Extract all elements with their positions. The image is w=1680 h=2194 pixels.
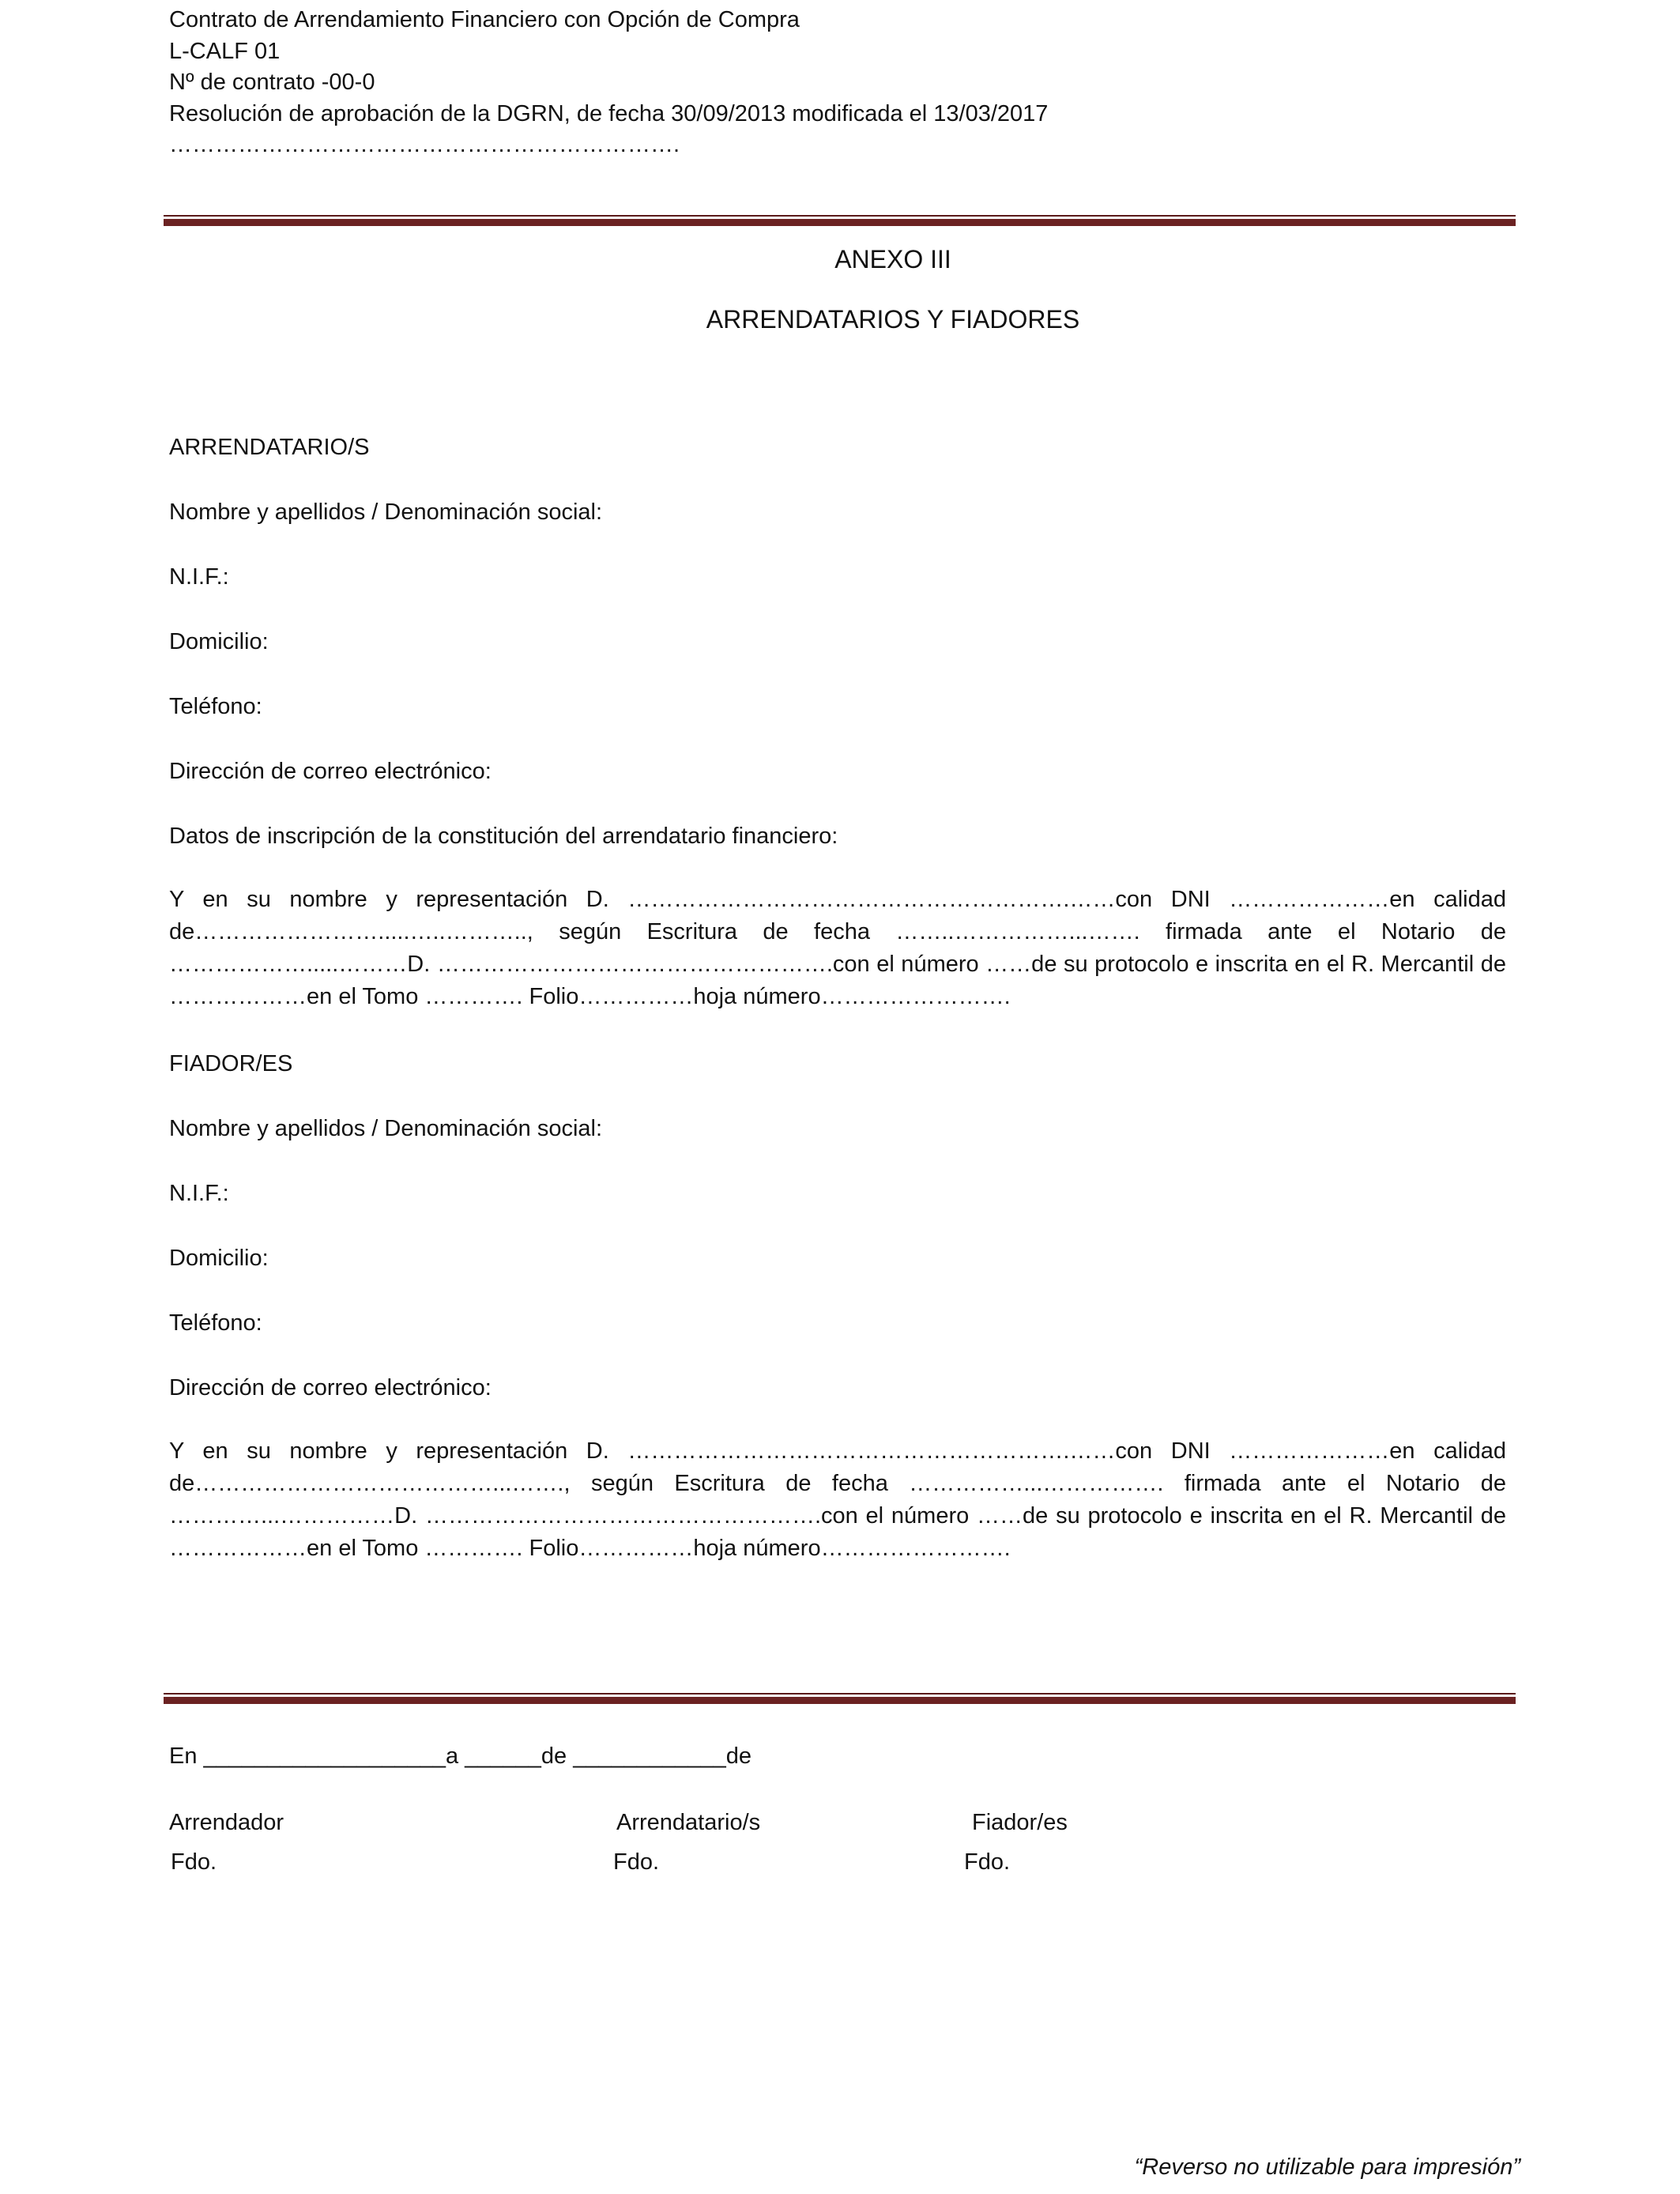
arrendatario-signature-label: Arrendatario/s [616,1810,761,1835]
annex-subtitle: ARRENDATARIOS Y FIADORES [706,305,1080,334]
fiadores-heading: FIADOR/ES [169,1051,293,1076]
document-header [169,5,1512,161]
header-resolution: Resolución de aprobación de la DGRN, de fecha 30/09/2013 modificada el 13/03/2017 [169,100,1049,126]
place-date-line: En ___________________a ______de ____________de [169,1744,752,1769]
fiador-name-label: Nombre y apellidos / Denominación social: [169,1116,603,1141]
arrendatario-representation-paragraph: Y en su nombre y representación D. ………………………………………………….……con DNI …………………en calidad de…………………….....…..……….., según Escritura de fecha ……..……………...……. firmada ante el Notario de ……………….....………D. …………………………………………….con el número ……de su protocolo e inscrita en el R. Mercantil de ………………en el Tomo …………. Folio……………hoja número……………………. [169,887,1506,1009]
fiador-email-label: Dirección de correo electrónico: [169,1375,492,1400]
arrendador-signature-fdo: Fdo. [171,1849,217,1875]
header-contract-code: L-CALF 01 [169,38,281,64]
arrendatarios-heading: ARRENDATARIO/S [169,435,370,460]
annex-title: ANEXO III [834,245,951,273]
arrendatario-address-label: Domicilio: [169,629,269,654]
fiador-signature-fdo: Fdo. [964,1849,1011,1875]
header-dotted-line: …………………………………………………………. [169,132,680,157]
arrendatario-signature-fdo: Fdo. [613,1849,660,1875]
arrendador-label: Arrendador [169,1810,284,1835]
arrendatario-nif-label: N.I.F.: [169,564,229,590]
header-contract-title: Contrato de Arrendamiento Financiero con Opción de Compra [169,7,800,32]
fiador-phone-label: Teléfono: [169,1310,262,1336]
footer-reverse-note: “Reverso no utilizable para impresión” [1134,2154,1520,2180]
fiador-address-label: Domicilio: [169,1246,269,1271]
fiador-nif-label: N.I.F.: [169,1181,229,1206]
fiador-signature-label: Fiador/es [972,1810,1068,1835]
arrendatario-registration-label: Datos de inscripción de la constitución del arrendatario financiero: [169,824,838,849]
top-divider-rule [164,215,1516,226]
arrendatario-email-label: Dirección de correo electrónico: [169,759,492,784]
arrendatario-name-label: Nombre y apellidos / Denominación social: [169,499,603,525]
header-contract-number: Nº de contrato -00-0 [169,70,375,95]
bottom-divider-rule [164,1693,1516,1704]
fiador-representation-paragraph: Y en su nombre y representación D. ………………………………………………….……con DNI …………………en calidad de…………………………………...……., según Escritura de fecha ……………...……………. firmada ante el Notario de …………...……………D. …………………………………………….con el número ……de su protocolo e inscrita en el R. Mercantil de ………………en el Tomo …………. Folio……………hoja número……………………. [169,1438,1506,1561]
arrendatario-phone-label: Teléfono: [169,694,262,719]
